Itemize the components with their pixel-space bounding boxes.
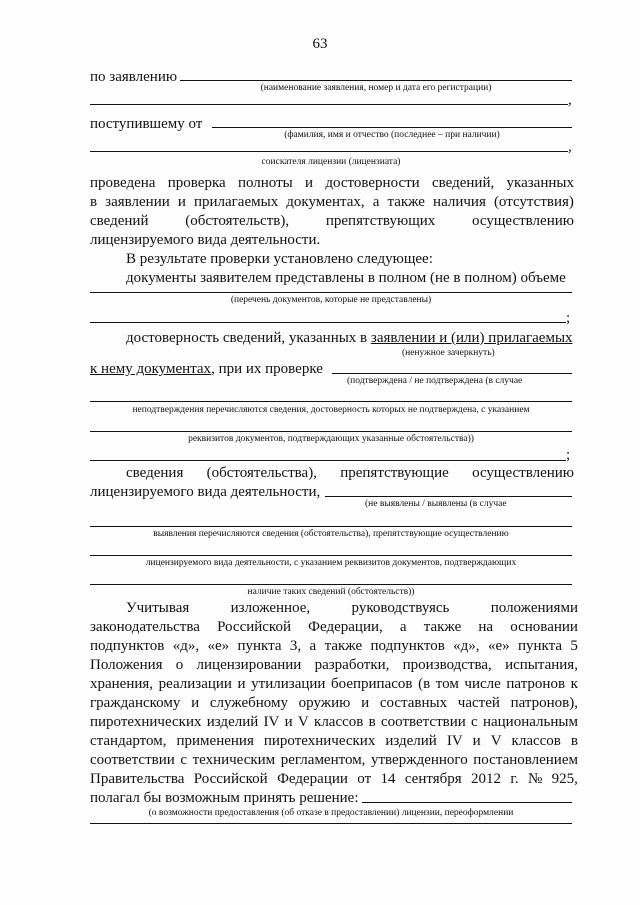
blank-application	[180, 80, 572, 81]
word: изделий	[385, 733, 437, 749]
word: осуществлению	[472, 213, 574, 229]
word: к	[570, 676, 578, 692]
word: «е»	[487, 638, 510, 654]
word: а	[309, 638, 317, 654]
word: и	[237, 676, 246, 692]
semicolon-2: ;	[566, 447, 571, 463]
paragraph-8-row-2	[90, 618, 578, 636]
word: Учитывая	[126, 600, 190, 616]
word: препятствующих	[325, 213, 436, 229]
paragraph-1-row-3	[90, 212, 574, 230]
word: V	[490, 733, 502, 749]
paragraph-5	[90, 360, 323, 378]
paragraph-8-row-11: полагал бы возможным принять решение:	[90, 790, 359, 806]
paragraph-8-row-10	[90, 770, 578, 788]
caption-application: (наименование заявления, номер и дата его регистрации)	[260, 83, 492, 93]
word: «д»,	[453, 638, 480, 654]
comma-1: ,	[568, 92, 572, 108]
word: Российской	[193, 771, 268, 787]
word: указанных	[506, 175, 574, 191]
word: 2012	[471, 771, 502, 787]
word: препятствующие	[340, 465, 449, 481]
paragraph-4	[126, 329, 573, 347]
caption-verification: (подтверждена / не подтверждена (в случае	[347, 376, 523, 386]
paragraph-8-row-1	[126, 599, 578, 617]
paragraph-1-row-2	[90, 193, 574, 211]
blank-application-2	[90, 104, 568, 105]
word: Положения	[90, 657, 163, 673]
blank-verification-3	[90, 431, 572, 432]
word: полноты	[237, 175, 293, 191]
paragraph-8-row-8	[90, 732, 578, 750]
blank-documents-2	[90, 322, 566, 323]
blank-verification-4	[90, 460, 566, 461]
word: а	[372, 194, 380, 210]
word: (в	[418, 676, 431, 692]
word: и	[284, 714, 293, 730]
word: 14	[380, 771, 396, 787]
word: 925,	[551, 771, 578, 787]
word: производства,	[402, 657, 492, 673]
text-zayavlenii: заявлении и (или) прилагаемых	[370, 330, 573, 346]
paragraph-8-row-4	[90, 656, 578, 674]
word: сентября	[404, 771, 462, 787]
word: также	[387, 194, 425, 210]
blank-circumstances	[325, 496, 572, 497]
word: от	[357, 771, 372, 787]
word: и	[361, 695, 370, 711]
text-dostovernost: достоверность сведений, указанных в	[126, 330, 371, 346]
word: о	[175, 657, 184, 673]
caption-activity: лицензируемого вида деятельности, с указанием реквизитов документов, подтверждающих	[145, 558, 517, 568]
caption-decision: (о возможности предоставления (об отказе в предоставлении) лицензии, переоформлении	[148, 808, 514, 818]
word: изделий	[206, 714, 259, 730]
word: реализации	[158, 676, 232, 692]
paragraph-7: лицензируемого вида деятельности,	[90, 484, 321, 500]
semicolon-1: ;	[566, 310, 571, 326]
label-po-zayavleniyu: по заявлению	[90, 69, 178, 85]
word: составных	[379, 695, 448, 711]
word: IV	[446, 733, 463, 749]
word: подпунктов	[370, 638, 445, 654]
word: оружию	[298, 695, 351, 711]
word: патронов	[506, 676, 566, 692]
blank-applicant	[212, 127, 572, 128]
word: сведения	[126, 465, 184, 481]
word: применения	[176, 733, 254, 749]
word: проведена	[90, 175, 156, 191]
text-k-nemu: к нему документах	[90, 361, 212, 377]
word: и	[305, 175, 314, 191]
caption-requisites: реквизитов документов, подтверждающих указанные обстоятельства))	[188, 434, 474, 444]
word: и	[472, 733, 481, 749]
word: наличия	[433, 194, 486, 210]
word: национальным	[482, 714, 578, 730]
label-postupivshemu-ot: поступившему от	[90, 116, 203, 132]
word: V	[297, 714, 309, 730]
word: Федерации,	[308, 619, 383, 635]
word: сведений,	[432, 175, 495, 191]
word: «д»,	[172, 638, 200, 654]
word: Федерации	[277, 771, 348, 787]
text-pri-proverke: , при их проверке	[211, 361, 323, 377]
word: проверка	[167, 175, 226, 191]
word: сведений	[90, 213, 149, 229]
paragraph-8-row-5	[90, 675, 578, 693]
word: г.	[510, 771, 519, 787]
word: основании	[510, 619, 578, 635]
word: постановлением	[473, 752, 578, 768]
caption-soiskatel: соискателя лицензии (лицензиата)	[261, 157, 401, 167]
word: изложенное,	[230, 600, 311, 616]
blank-circumstances-4	[90, 584, 572, 585]
word: утвержденного	[371, 752, 468, 768]
word: подпунктов	[90, 638, 165, 654]
paragraph-1-row-4: лицензируемого вида деятельности.	[90, 232, 321, 248]
word: (обстоятельств),	[185, 213, 290, 229]
word: пиротехнических	[90, 714, 202, 730]
blank-verification	[332, 373, 572, 374]
word: в	[368, 714, 376, 730]
word: пиротехнических	[263, 733, 376, 749]
word: также	[423, 619, 462, 635]
caption-non-confirmation: неподтверждения перечисляются сведения, достоверность которых не подтверждена, с указанием	[132, 405, 530, 415]
word: гражданскому	[90, 695, 181, 711]
page-number: 63	[312, 36, 328, 52]
caption-documents: (перечень документов, которые не представлены)	[230, 295, 432, 305]
word: техническим	[192, 752, 276, 768]
word: пункта	[517, 638, 563, 654]
word: разработки,	[314, 657, 390, 673]
word: частей	[457, 695, 500, 711]
word: Российской	[217, 619, 291, 635]
caption-presence: наличие таких сведений (обстоятельств))	[247, 587, 415, 597]
caption-strike: (ненужное зачеркнуть)	[402, 348, 495, 358]
caption-not-found: (не выявлены / выявлены (в случае	[365, 499, 507, 509]
word: патронов),	[510, 695, 578, 711]
caption-found: выявления перечисляются сведения (обстоятельства), препятствующие осуществлению	[153, 529, 509, 539]
blank-verification-2	[90, 401, 572, 402]
word: числе	[464, 676, 501, 692]
blank-decision-2	[90, 823, 572, 824]
word: прилагаемых	[193, 194, 279, 210]
paragraph-1-row-1	[90, 174, 574, 192]
word: с	[180, 752, 187, 768]
word: на	[478, 619, 494, 635]
paragraph-2: В результате проверки установлено следующее:	[126, 251, 433, 267]
word: документах,	[286, 194, 365, 210]
comma-2: ,	[568, 139, 572, 155]
word: «е»	[207, 638, 230, 654]
word: испытания,	[505, 657, 578, 673]
word: том	[435, 676, 459, 692]
word: соответствии	[381, 714, 466, 730]
blank-applicant-2	[90, 151, 568, 152]
word: №	[527, 771, 543, 787]
word: с	[471, 714, 478, 730]
word: и	[191, 695, 200, 711]
word: законодательства	[90, 619, 200, 635]
word: IV	[263, 714, 280, 730]
blank-circumstances-3	[90, 555, 572, 556]
word: 3,	[289, 638, 302, 654]
word: Правительства	[90, 771, 185, 787]
word: и	[177, 194, 186, 210]
word: классов	[314, 714, 364, 730]
paragraph-6	[126, 464, 574, 482]
paragraph-8-row-7	[90, 713, 578, 731]
word: достоверности	[325, 175, 420, 191]
blank-circumstances-2	[90, 526, 572, 527]
word: стандартом,	[90, 733, 167, 749]
word: заявлении	[105, 194, 170, 210]
word: хранения,	[90, 676, 154, 692]
word: (отсутствия)	[493, 194, 574, 210]
paragraph-8-row-3	[90, 637, 578, 655]
blank-decision	[362, 802, 572, 803]
paragraph-8-row-6	[90, 694, 578, 712]
word: пункта	[237, 638, 282, 654]
word: в	[570, 733, 578, 749]
word: в	[90, 194, 98, 210]
paragraph-3: документы заявителем представлены в полном (не в полном) объеме	[126, 270, 566, 286]
word: также	[324, 638, 363, 654]
word: утилизации	[251, 676, 326, 692]
word: а	[399, 619, 407, 635]
word: положениями	[490, 600, 578, 616]
word: регламентом,	[280, 752, 366, 768]
word: боеприпасов	[331, 676, 413, 692]
caption-fio: (фамилия, имя и отчество (последнее – при наличии)	[284, 130, 500, 140]
word: осуществлению	[472, 465, 574, 481]
paragraph-8-row-9	[90, 751, 578, 769]
word: 5	[570, 638, 578, 654]
word: служебному	[209, 695, 288, 711]
blank-documents	[90, 292, 572, 293]
word: классов	[511, 733, 561, 749]
word: лицензировании	[196, 657, 302, 673]
word: соответствии	[90, 752, 175, 768]
word: (обстоятельства),	[206, 465, 317, 481]
word: руководствуясь	[351, 600, 450, 616]
